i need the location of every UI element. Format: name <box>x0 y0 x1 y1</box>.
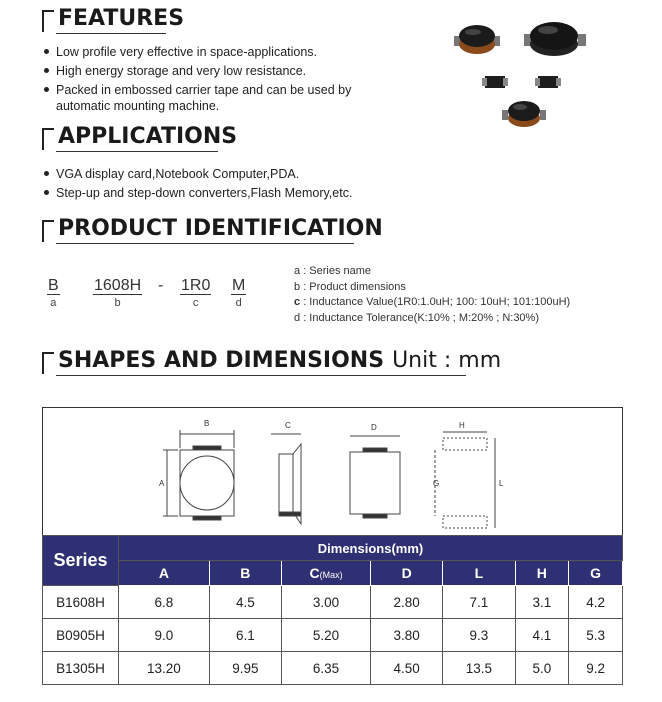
legend-item-a: a : Series name <box>294 265 372 277</box>
drawing-label-a: A <box>159 479 165 488</box>
heading-bracket <box>42 10 54 32</box>
legend-item-b: b : Product dimensions <box>294 280 406 293</box>
list-item: Low profile very effective in space-applications. <box>42 44 382 60</box>
drawing-label-d: D <box>371 423 377 432</box>
table-row <box>43 652 623 685</box>
value-cell: 3.00 <box>281 586 370 619</box>
code-dash: - <box>158 277 164 294</box>
legend-item-c: c : Inductance Value(1R0:1.0uH; 100: 10uH; 101:100uH) <box>294 296 571 308</box>
value-cell: 13.20 <box>119 652 210 685</box>
value-cell: 4.50 <box>371 652 443 685</box>
value-cell: 6.35 <box>281 652 370 685</box>
table-row <box>43 586 623 619</box>
legend-item-d: d : Inductance Tolerance(K:10% ; M:20% ; N:30%) <box>294 311 539 324</box>
value-cell: 9.3 <box>443 619 515 652</box>
unit-label: Unit : mm <box>392 348 502 373</box>
value-cell: 9.2 <box>569 652 623 685</box>
drawing-label-l: L <box>499 479 504 488</box>
value-cell: 9.0 <box>119 619 210 652</box>
applications-list <box>42 166 442 204</box>
list-item: Packed in embossed carrier tape and can be used by automatic mounting machine. <box>42 82 376 114</box>
value-cell: 13.5 <box>443 652 515 685</box>
code-inductance: 1R0 c <box>181 277 211 309</box>
col-a-header: A <box>119 561 210 586</box>
value-cell: 5.3 <box>569 619 623 652</box>
dimensions-group-header: Dimensions(mm) <box>119 536 623 561</box>
code-dimensions: 1608H b <box>94 277 142 309</box>
col-d-header: D <box>371 561 443 586</box>
value-cell: 4.1 <box>515 619 569 652</box>
value-cell: 5.0 <box>515 652 569 685</box>
inductor-small-left <box>482 76 508 88</box>
inductor-large-right <box>524 22 586 56</box>
code-tolerance: M d <box>232 277 246 309</box>
value-cell: 4.2 <box>569 586 623 619</box>
col-h-header: H <box>515 561 569 586</box>
heading-bracket <box>42 220 54 242</box>
value-cell: 3.1 <box>515 586 569 619</box>
shapes-heading <box>42 348 501 374</box>
value-cell: 6.1 <box>209 619 281 652</box>
series-cell: B1305H <box>43 652 119 685</box>
features-list <box>42 44 382 117</box>
features-title: FEATURES <box>58 6 185 31</box>
inductor-photo <box>440 14 600 130</box>
drawing-label-b: B <box>204 419 210 428</box>
value-cell: 4.5 <box>209 586 281 619</box>
features-heading <box>42 6 184 32</box>
drawing-label-h: H <box>459 421 465 430</box>
heading-bracket <box>42 128 54 150</box>
product-identification-title: PRODUCT IDENTIFICATION <box>58 216 383 241</box>
value-cell: 3.80 <box>371 619 443 652</box>
list-item: High energy storage and very low resistance. <box>42 63 382 79</box>
value-cell: 7.1 <box>443 586 515 619</box>
col-b-header: B <box>209 561 281 586</box>
table-row <box>43 619 623 652</box>
list-item: Step-up and step-down converters,Flash Memory,etc. <box>42 185 442 201</box>
dimensions-table <box>42 535 623 685</box>
list-item: VGA display card,Notebook Computer,PDA. <box>42 166 442 182</box>
heading-bracket <box>42 352 54 374</box>
drawing-label-g: G <box>433 479 440 488</box>
col-l-header: L <box>443 561 515 586</box>
value-cell: 5.20 <box>281 619 370 652</box>
code-legend <box>294 264 570 326</box>
col-g-header: G <box>569 561 623 586</box>
product-identification-heading <box>42 216 383 242</box>
features-underline <box>56 33 166 34</box>
applications-title: APPLICATIONS <box>58 124 238 149</box>
value-cell: 9.95 <box>209 652 281 685</box>
value-cell: 2.80 <box>371 586 443 619</box>
shapes-underline <box>56 375 466 376</box>
applications-underline <box>56 151 218 152</box>
drawing-label-c: C <box>285 421 291 430</box>
series-header: Series <box>43 536 119 586</box>
value-cell: 6.8 <box>119 586 210 619</box>
applications-heading <box>42 124 237 150</box>
product-identification-underline <box>56 243 354 244</box>
code-series: B a <box>48 277 59 309</box>
series-cell: B1608H <box>43 586 119 619</box>
shapes-title: SHAPES AND DIMENSIONS Unit : mm <box>58 348 502 373</box>
inductor-small-right <box>535 76 561 88</box>
series-cell: B0905H <box>43 619 119 652</box>
inductor-large-left <box>454 25 500 54</box>
inductor-medium <box>502 101 546 127</box>
dimension-drawing <box>43 408 622 536</box>
col-c-header: C(Max) <box>281 561 370 586</box>
